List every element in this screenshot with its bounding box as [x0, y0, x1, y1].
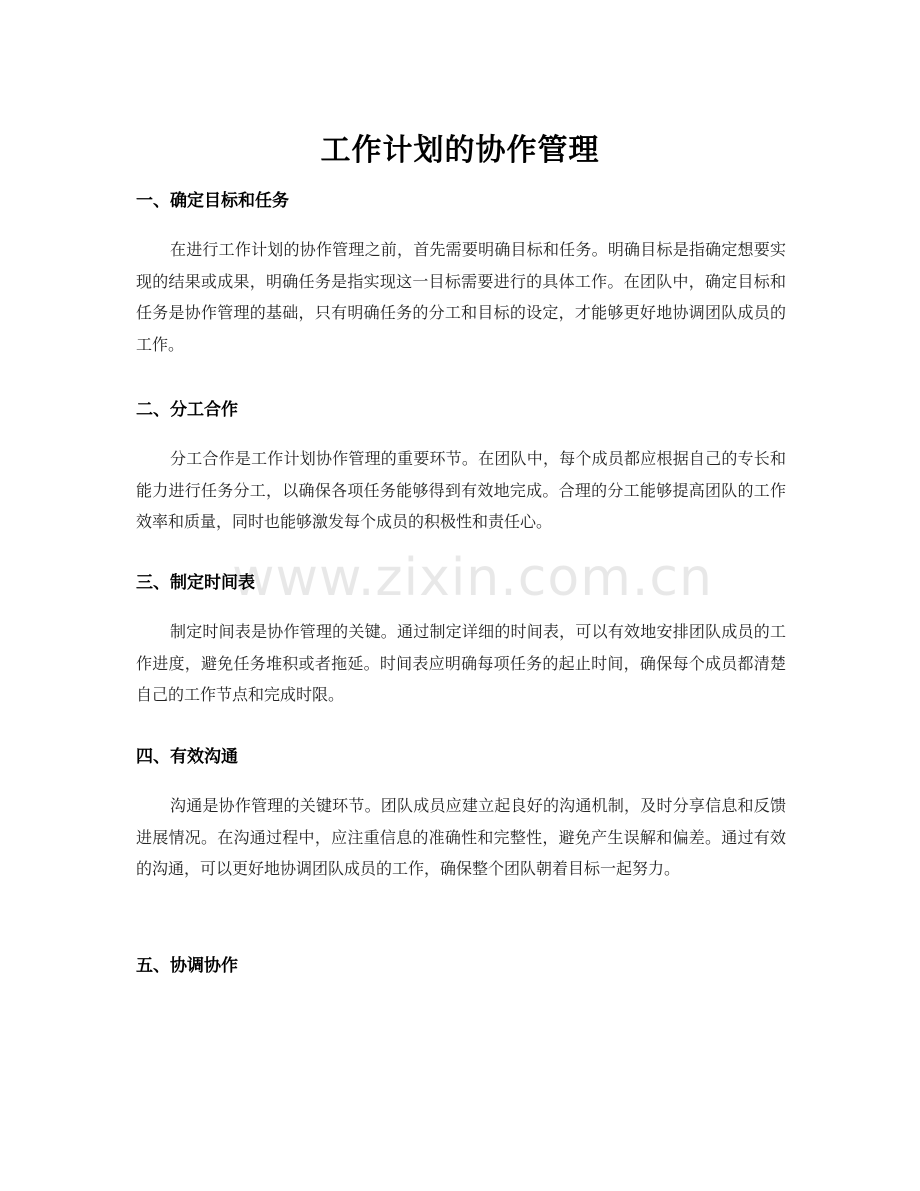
section-communication: [136, 744, 786, 885]
section-heading: 三、制定时间表: [136, 573, 255, 593]
section-goals-and-tasks: [136, 188, 786, 360]
section-paragraph: 分工合作是工作计划协作管理的重要环节。在团队中，每个成员都应根据自己的专长和能力进行任务分工，以确保各项任务能够得到有效地完成。合理的分工能够提高团队的工作效率和质量，同时也能够激发每个成员的积极性和责任心。: [136, 449, 786, 531]
section-heading: 二、分工合作: [136, 400, 238, 420]
document-title: 工作计划的协作管理: [320, 133, 600, 169]
section-division-of-labor: [136, 397, 786, 538]
section-paragraph: 制定时间表是协作管理的关键。通过制定详细的时间表，可以有效地安排团队成员的工作进度，避免任务堆积或者拖延。时间表应明确每项任务的起止时间，确保每个成员都清楚自己的工作节点和完成时限。: [136, 622, 786, 704]
section-paragraph: 在进行工作计划的协作管理之前，首先需要明确目标和任务。明确目标是指确定想要实现的结果或成果，明确任务是指实现这一目标需要进行的具体工作。在团队中，确定目标和任务是协作管理的基础，只有明确任务的分工和目标的设定，才能够更好地协调团队成员的工作。: [136, 240, 786, 354]
section-heading: 四、有效沟通: [136, 747, 238, 767]
watermark: www.zixin.com.cn: [232, 548, 713, 608]
section-heading: 一、确定目标和任务: [136, 191, 289, 211]
section-schedule: [136, 570, 786, 711]
section-coordination: [136, 953, 786, 979]
section-paragraph: 沟通是协作管理的关键环节。团队成员应建立起良好的沟通机制，及时分享信息和反馈进展情况。在沟通过程中，应注重信息的准确性和完整性，避免产生误解和偏差。通过有效的沟通，可以更好地协调团队成员的工作，确保整个团队朝着目标一起努力。: [136, 796, 786, 878]
section-heading: 五、协调协作: [136, 956, 238, 976]
